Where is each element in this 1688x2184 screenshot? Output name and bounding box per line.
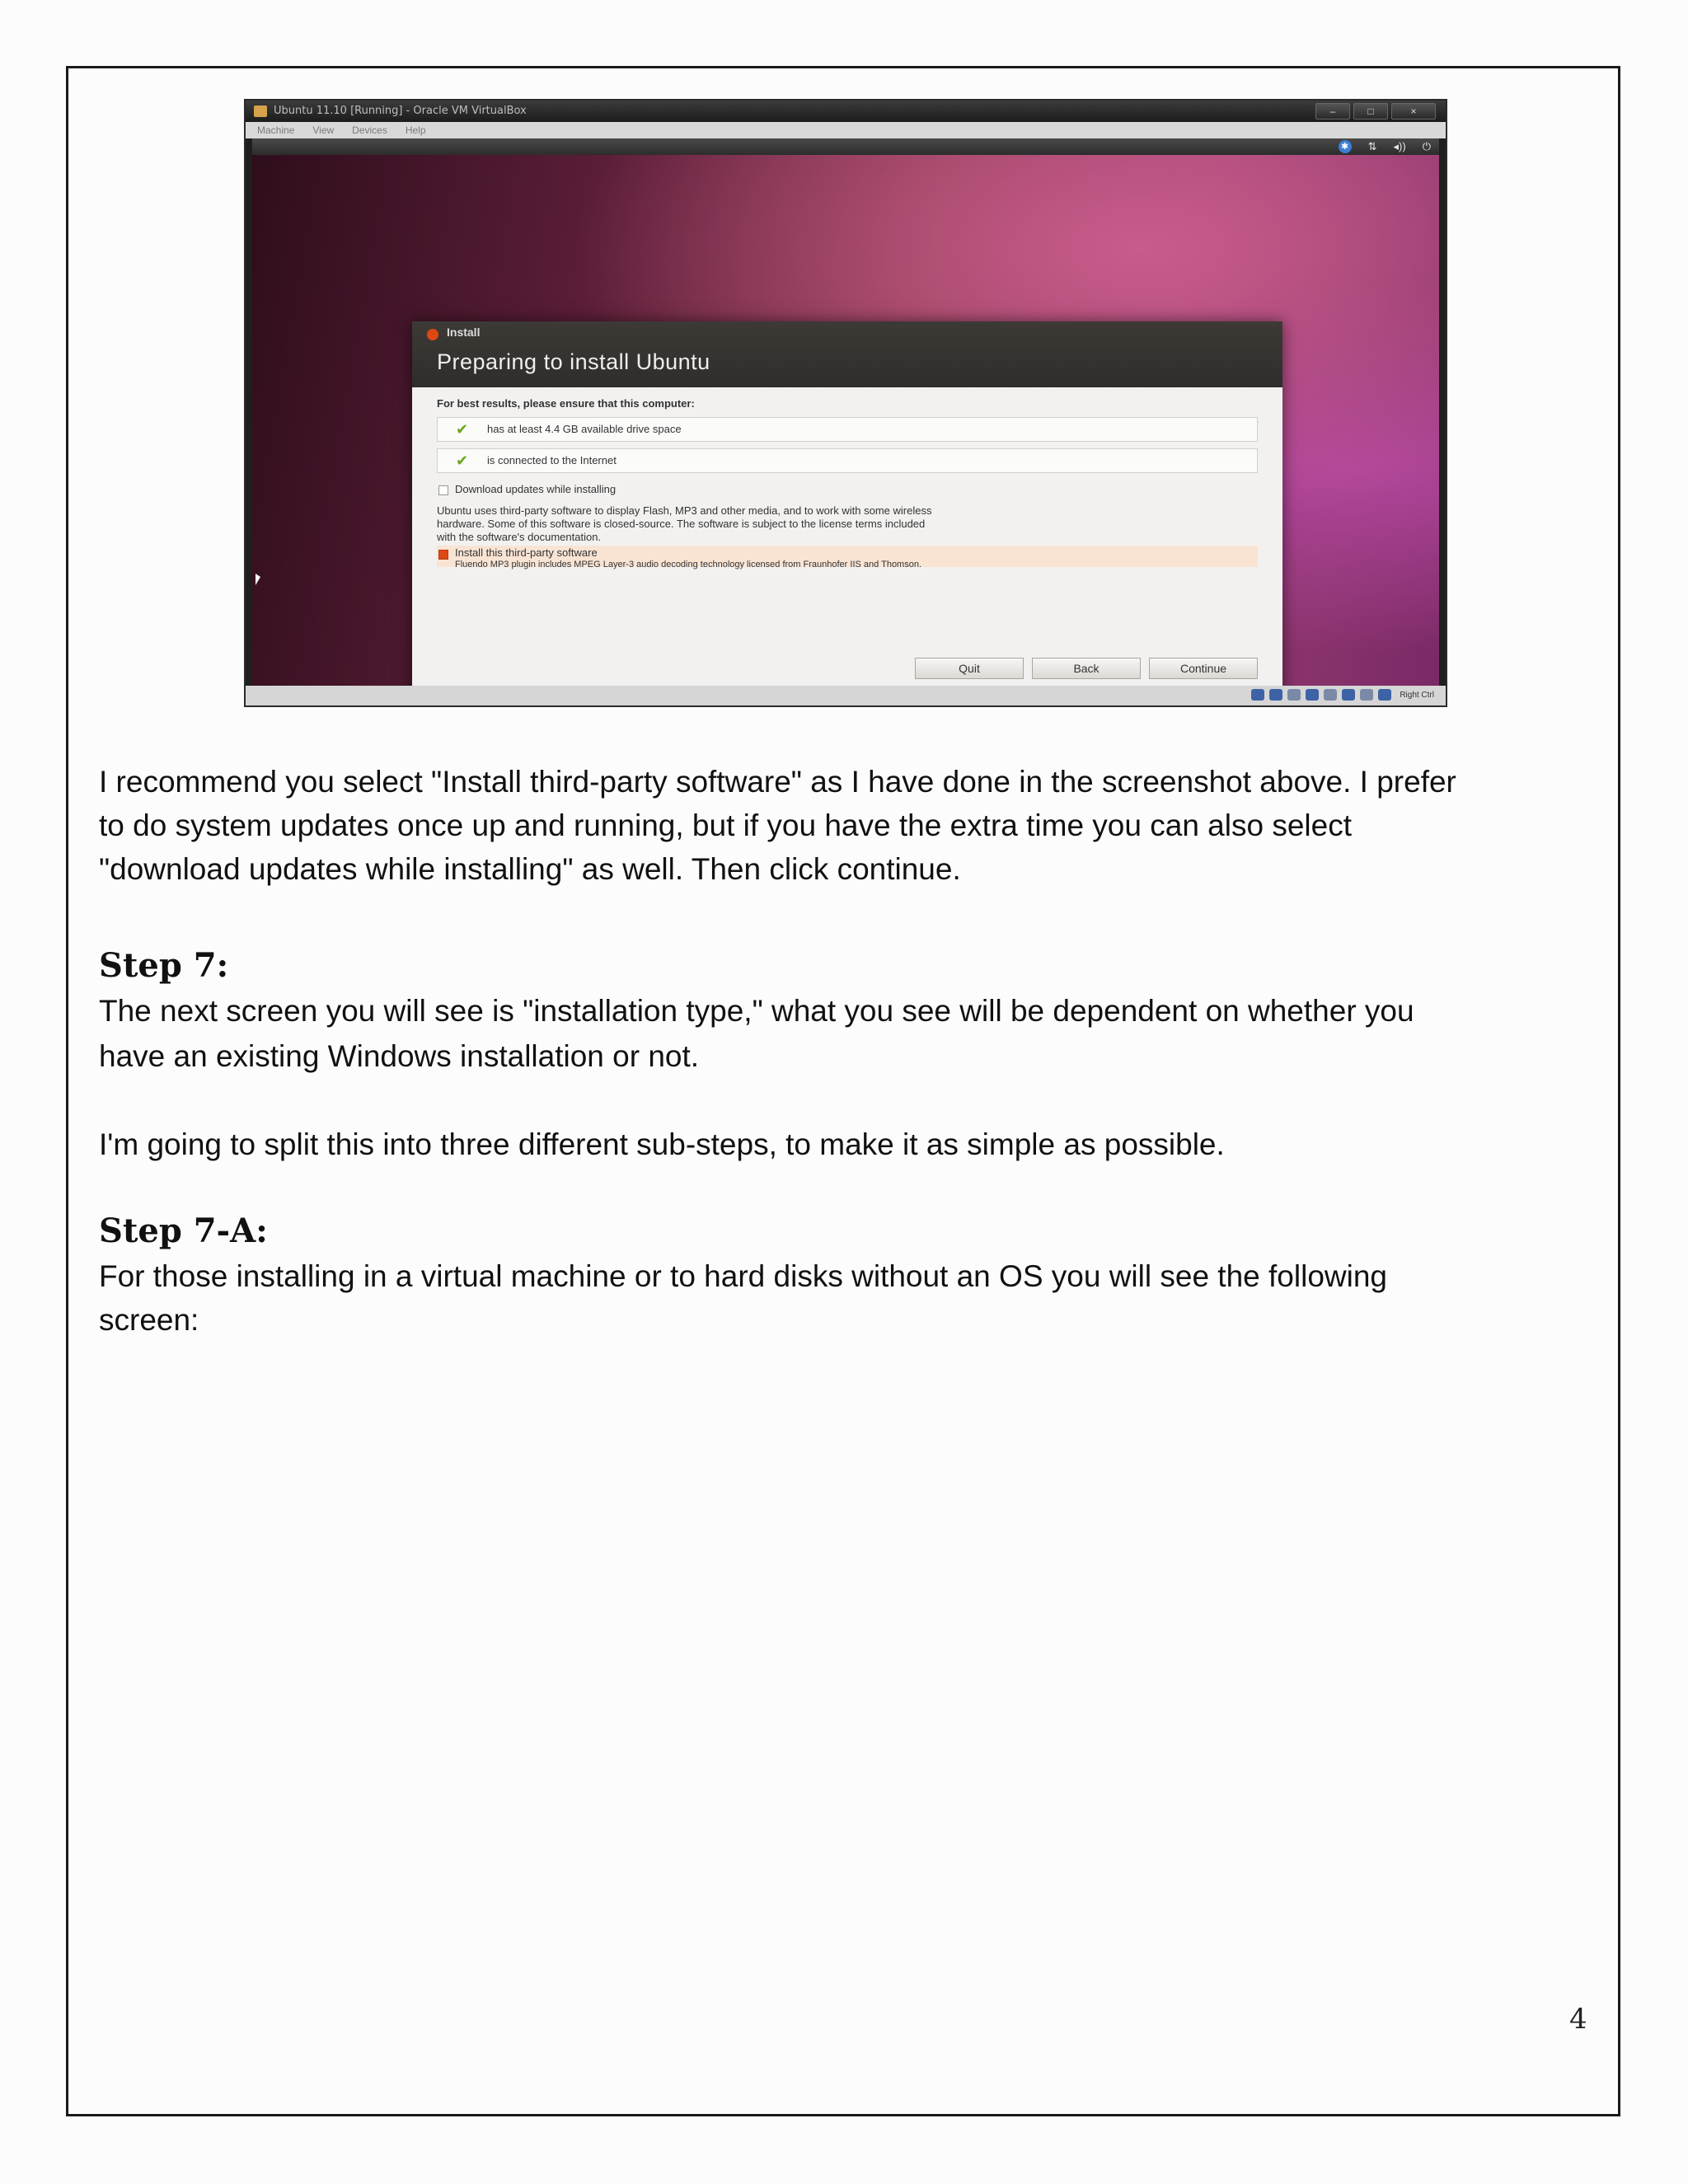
network-icon[interactable]: ⇅ (1367, 140, 1377, 152)
dialog-heading: Preparing to install Ubuntu (437, 349, 710, 374)
network-adapter-icon[interactable] (1306, 689, 1319, 701)
install-third-party-checkbox[interactable] (438, 550, 448, 560)
third-party-description: with the software's documentation. (437, 531, 602, 543)
virtualbox-icon (254, 105, 267, 117)
host-key-icon (1378, 689, 1391, 701)
paragraph-line: "download updates while installing" as well. Then click continue. (99, 852, 961, 886)
paragraph-line: screen: (99, 1303, 199, 1337)
mouse-integration-icon[interactable] (1360, 689, 1373, 701)
third-party-description: hardware. Some of this software is closed-source. The software is subject to the license terms included (437, 518, 926, 530)
menu-machine[interactable]: Machine (257, 124, 295, 136)
menu-devices[interactable]: Devices (352, 124, 387, 136)
paragraph-line: I'm going to split this into three different sub-steps, to make it as simple as possible. (99, 1127, 1225, 1161)
dialog-window-title: Install (447, 326, 481, 339)
check-icon: ✔ (456, 421, 469, 438)
window-controls (1315, 103, 1436, 120)
statusbar-device-icons (1251, 689, 1434, 701)
requirement-internet (437, 448, 1258, 473)
third-party-note: Fluendo MP3 plugin includes MPEG Layer-3 audio decoding technology licensed from Fraunhofer IIS and Thomson. (455, 560, 922, 569)
shared-folders-icon[interactable] (1324, 689, 1337, 701)
menu-help[interactable]: Help (405, 124, 426, 136)
optical-drive-icon[interactable] (1269, 689, 1282, 701)
paragraph-line: have an existing Windows installation or not. (99, 1039, 700, 1073)
hard-disk-icon[interactable] (1251, 689, 1264, 701)
paragraph-line: to do system updates once up and running, but if you have the extra time you can also select (99, 808, 1352, 842)
dialog-body (412, 387, 1282, 707)
usb-icon[interactable] (1287, 689, 1301, 701)
back-button[interactable]: Back (1032, 658, 1141, 679)
download-updates-checkbox[interactable] (438, 485, 448, 495)
system-tray (1339, 140, 1431, 153)
check-icon: ✔ (456, 452, 469, 469)
power-icon[interactable]: ⏻ (1422, 140, 1431, 152)
display-icon[interactable] (1342, 689, 1355, 701)
vm-screenshot (244, 99, 1447, 707)
mouse-pointer-icon (256, 574, 260, 585)
continue-button[interactable]: Continue (1149, 658, 1258, 679)
close-button[interactable]: × (1391, 103, 1436, 120)
ubuntu-desktop (252, 138, 1439, 686)
requirements-intro: For best results, please ensure that this computer: (437, 397, 695, 410)
page-number: 4 (1569, 2003, 1587, 2036)
download-updates-label[interactable]: Download updates while installing (455, 483, 617, 495)
accessibility-icon[interactable]: ✱ (1339, 140, 1352, 153)
paragraph-line: For those installing in a virtual machine or to hard disks without an OS you will see the following (99, 1259, 1387, 1293)
vm-statusbar (246, 686, 1446, 705)
paragraph-line: The next screen you will see is "installation type," what you see will be dependent on whether you (99, 994, 1414, 1028)
ubuntu-close-icon[interactable] (427, 329, 438, 340)
install-third-party-label[interactable]: Install this third-party software (455, 546, 598, 559)
maximize-button[interactable]: □ (1353, 103, 1388, 120)
ubuntu-top-panel (252, 138, 1439, 155)
host-key-label: Right Ctrl (1400, 690, 1434, 700)
third-party-description: Ubuntu uses third-party software to display Flash, MP3 and other media, and to work with some wireless (437, 504, 932, 517)
vm-titlebar (246, 101, 1446, 122)
requirement-label: is connected to the Internet (487, 454, 617, 466)
install-dialog (412, 321, 1282, 707)
minimize-button[interactable]: – (1315, 103, 1350, 120)
requirement-disk-space (437, 417, 1258, 442)
vm-menubar (246, 122, 1446, 138)
menu-view[interactable]: View (312, 124, 335, 136)
step-7-heading: Step 7: (99, 946, 229, 985)
dialog-header (412, 321, 1282, 387)
paragraph-line: I recommend you select "Install third-party software" as I have done in the screenshot above. I prefer (99, 765, 1456, 799)
requirement-label: has at least 4.4 GB available drive space (487, 423, 682, 435)
volume-icon[interactable]: ◂)) (1393, 140, 1406, 152)
quit-button[interactable]: Quit (915, 658, 1024, 679)
step-7a-heading: Step 7-A: (99, 1212, 268, 1250)
vm-window-title: Ubuntu 11.10 [Running] - Oracle VM VirtualBox (274, 105, 527, 117)
